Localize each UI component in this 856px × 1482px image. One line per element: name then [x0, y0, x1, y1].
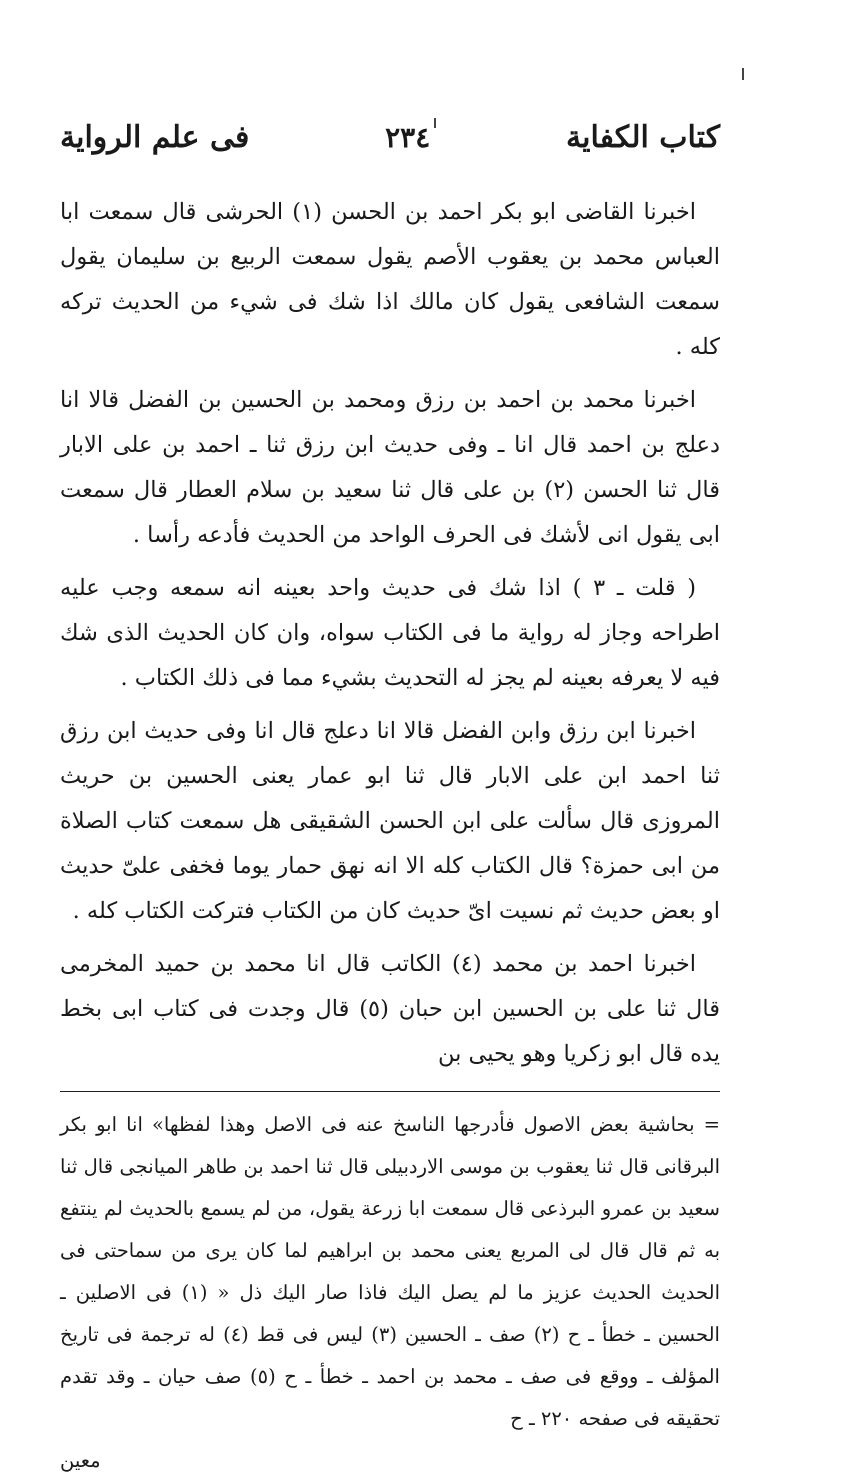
paragraph: اخبرنا احمد بن محمد (٤) الكاتب قال انا محمد بن حميد المخرمى قال ثنا على بن الحسين ابن حبان (٥) قال وجدت فى كتاب ابى بخط يده قال ابو زكريا وهو يحيى بن [60, 951, 720, 1067]
book-title: كتاب الكفاية [566, 120, 720, 155]
signature: معين [60, 1449, 101, 1472]
page-number: ٢٣٤ [385, 121, 431, 154]
footnotes [60, 1104, 720, 1440]
stray-ink-mark [742, 68, 744, 80]
book-subtitle: فى علم الرواية [60, 120, 250, 155]
running-head [60, 120, 720, 190]
paragraph: ( قلت ـ ٣ ) اذا شك فى حديث واحد بعينه انه سمعه وجب عليه اطراحه وجاز له رواية ما فى الكتاب سواه، وان كان الحديث الذى شك فيه لا يعرفه بعينه لم يجز له التحديث بشيء مما فى ذلك الكتاب . [60, 575, 720, 691]
footnote-text: = بحاشية بعض الاصول فأدرجها الناسخ عنه فى الاصل وهذا لفظها» انا ابو بكر البرقانى قال ثنا يعقوب بن موسى الاردبيلى قال ثنا احمد بن طاهر الميانجى قال ثنا سعيد بن عمرو البرذعى قال سمعت ابا زرعة يقول، من لم يسمع بالحديث لم ينتفع به ثم قال قال لى المربع يعنى محمد بن ابراهيم لما كان يرى من سماحتى فى الحديث الحديث عزيز ما لم يصل اليك فاذا صار اليك ذل « (١) فى الاصلين ـ الحسين ـ خطأ ـ ح (٢) صف ـ الحسين (٣) ليس فى قط (٤) له ترجمة فى تاريخ المؤلف ـ ووقع فى صف ـ محمد بن احمد ـ خطأ ـ ح (٥) صف حيان ـ وقد تقدم تحقيقه فى صفحه ٢٢٠ ـ ح [60, 1113, 720, 1430]
paragraph: اخبرنا محمد بن احمد بن رزق ومحمد بن الحسين بن الفضل قالا انا دعلج بن احمد قال انا ـ وفى حديث ابن رزق ثنا ـ احمد بن على الابار قال ثنا الحسن (٢) بن على قال ثنا سعيد بن سلام العطار قال سمعت ابى يقول انى لأشك فى الحرف الواحد من الحديث فأدعه رأسا . [60, 387, 720, 548]
signature-row [60, 1440, 720, 1482]
paragraph: اخبرنا القاضى ابو بكر احمد بن الحسن (١) الحرشى قال سمعت ابا العباس محمد بن يعقوب الأصم يقول سمعت الربيع بن سليمان يقول سمعت الشافعى يقول كان مالك اذا شك فى شيء من الحديث تركه كله . [60, 199, 720, 360]
paragraph: اخبرنا ابن رزق وابن الفضل قالا انا دعلج قال انا وفى حديث ابن رزق ثنا احمد ابن على الابار قال ثنا ابو عمار يعنى الحسين بن حريث المروزى قال سألت على ابن الحسن الشقيقى هل سمعت كتاب الصلاة من ابى حمزة؟ قال الكتاب كله الا انه نهق حمار يوما فخفى علىّ حديث او بعض حديث ثم نسيت اىّ حديث كان من الكتاب فتركت الكتاب كله . [60, 718, 720, 924]
body-text [60, 190, 720, 1077]
document-page [60, 120, 720, 1482]
footnote-divider [60, 1091, 720, 1092]
